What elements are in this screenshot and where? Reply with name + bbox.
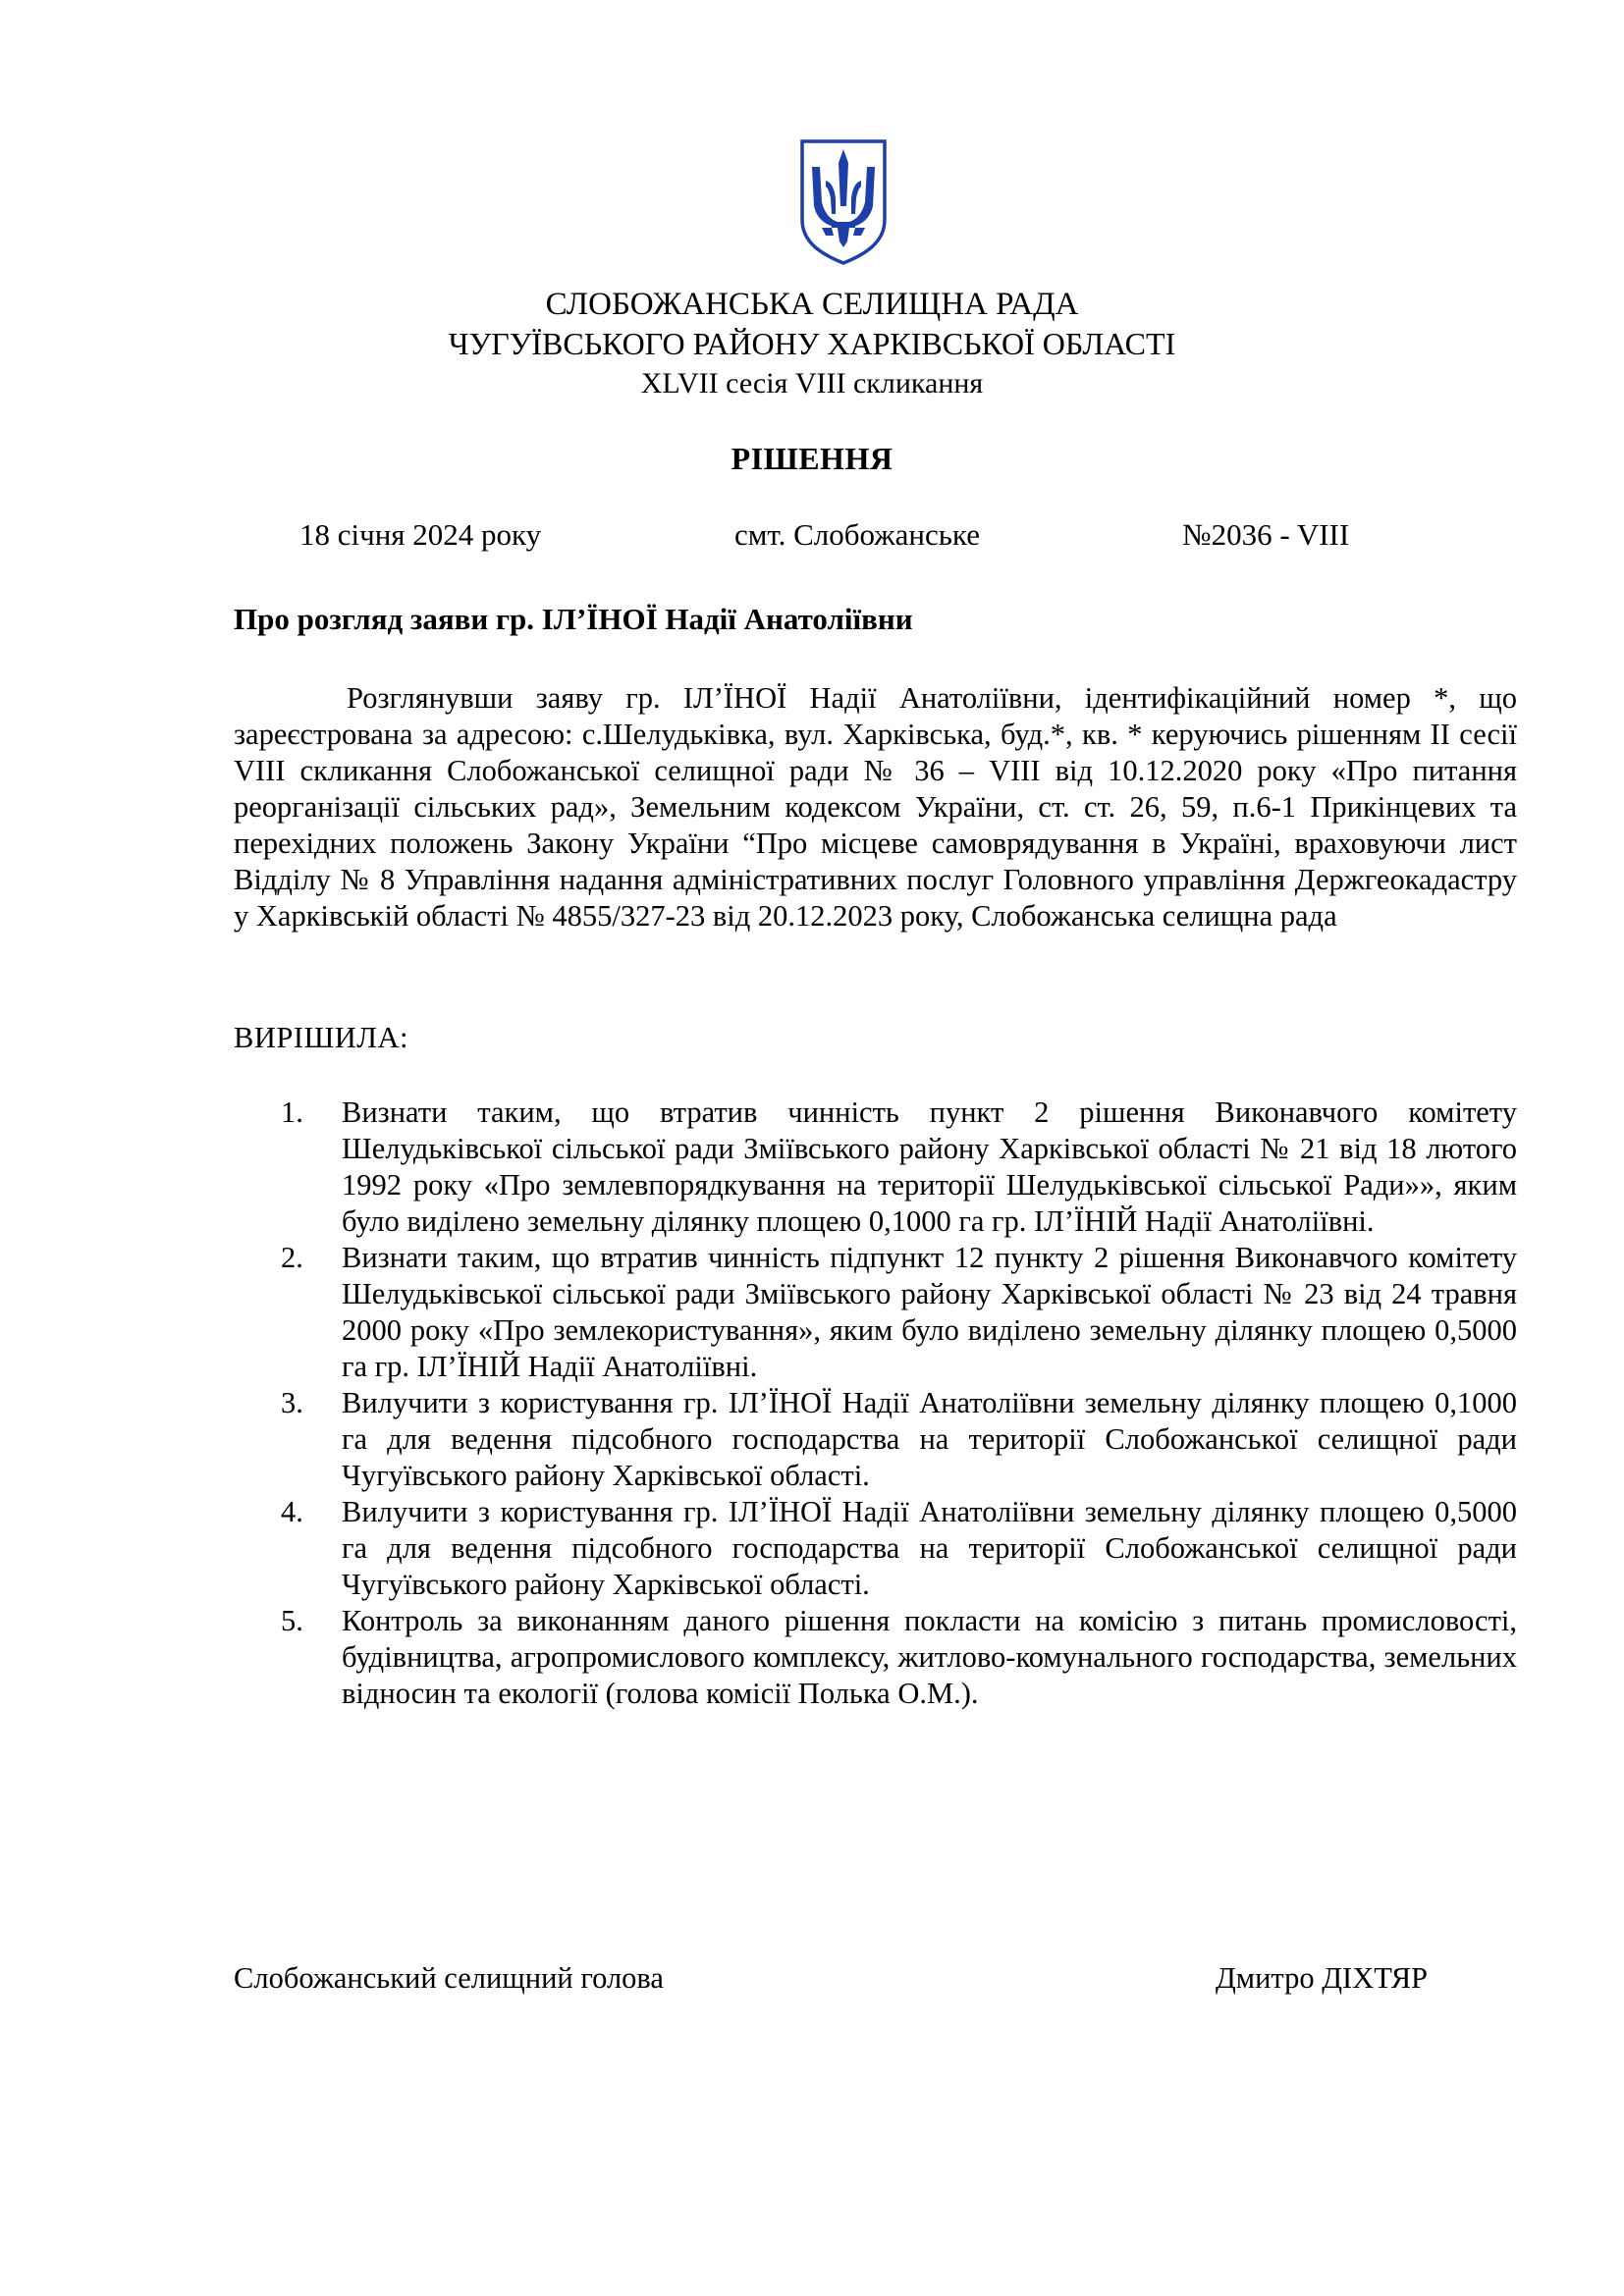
signer-name: Дмитро ДІХТЯР	[1216, 1961, 1429, 1995]
resolution-item	[234, 1095, 1517, 1240]
item-text: Контроль за виконанням даного рішення покласти на комісію з питань промисловості, будівництва, агропромислового комплексу, житлово-комунального господарства, земельних відносин та екології (голова комісії Полька О.М.).	[342, 1604, 1517, 1710]
item-text: Визнати таким, що втратив чинність підпункт 12 пункту 2 рішення Виконавчого комітету Шелудьківської сільської ради Зміївського району Харківської області № 23 від 24 травня 2000 року «Про землекористування», яким було виділено земельну ділянку площею 0,5000 га гр. ІЛ’ЇНІЙ Надії Анатоліївні.	[342, 1241, 1517, 1383]
resolution-item	[234, 1603, 1517, 1712]
item-number: 3.	[281, 1386, 303, 1419]
decision-number: №2036 - VIII	[1182, 517, 1350, 552]
preamble-paragraph: Розглянувши заяву гр. ІЛ’ЇНОЇ Надії Анатоліївни, ідентифікаційний номер *, що зареєстрована за адресою: с.Шелудьківка, вул. Харківська, буд.*, кв. * керуючись рішенням ІІ сесії VIIІ скликання Слобожанської селищної ради № 36 – VIIІ від 10.12.2020 року «Про питання реорганізації сільських рад», Земельним кодексом України, ст. ст. 26, 59, п.6-1 Прикінцевих та перехідних положень Закону України “Про місцеве самоврядування в Україні, враховуючи лист Відділу № 8 Управління надання адміністративних послуг Головного управління Держгеокадастру у Харківській області № 4855/327-23 від 20.12.2023 року, Слобожанська селищна рада	[234, 681, 1517, 933]
decision-place: смт. Слобожанське	[734, 517, 980, 552]
item-text: Вилучити з користування гр. ІЛ’ЇНОЇ Надії Анатоліївни земельну ділянку площею 0,5000 га для ведення підсобного господарства на території Слобожанської селищної ради Чугуївського району Харківської області.	[342, 1495, 1517, 1601]
trident-coat-of-arms-icon	[798, 137, 889, 267]
item-number: 5.	[281, 1604, 303, 1637]
item-text: Вилучити з користування гр. ІЛ’ЇНОЇ Надії Анатоліївни земельну ділянку площею 0,1000 га для ведення підсобного господарства на території Слобожанської селищної ради Чугуївського району Харківської області.	[342, 1386, 1517, 1492]
council-name: СЛОБОЖАНСЬКА СЕЛИЩНА РАДА	[545, 287, 1079, 322]
district-name: ЧУГУЇВСЬКОГО РАЙОНУ ХАРКІВСЬКОЇ ОБЛАСТІ	[448, 326, 1176, 361]
document-type-heading: РІШЕННЯ	[731, 441, 893, 476]
decision-subject: Про розгляд заяви гр. ІЛ’ЇНОЇ Надії Анатоліївни	[234, 602, 913, 636]
item-number: 2.	[281, 1241, 303, 1274]
resolved-label: ВИРІШИЛА:	[234, 1021, 408, 1054]
decision-date: 18 січня 2024 року	[299, 517, 542, 552]
session-info: XLVII сесія VIII скликання	[640, 367, 984, 400]
signer-title: Слобожанський селищний голова	[234, 1961, 664, 1995]
resolution-item	[234, 1240, 1517, 1385]
item-number: 4.	[281, 1495, 303, 1528]
resolution-item	[234, 1494, 1517, 1603]
item-number: 1.	[281, 1095, 303, 1129]
item-text: Визнати таким, що втратив чинність пункт 2 рішення Виконавчого комітету Шелудьківської сільської ради Зміївського району Харківської області № 21 від 18 лютого 1992 року «Про землевпорядкування на території Шелудьківської сільської Ради»», яким було виділено земельну ділянку площею 0,1000 га гр. ІЛ’ЇНІЙ Надії Анатоліївні.	[342, 1095, 1517, 1238]
resolution-items-list	[234, 1095, 1517, 1712]
resolution-item	[234, 1385, 1517, 1494]
